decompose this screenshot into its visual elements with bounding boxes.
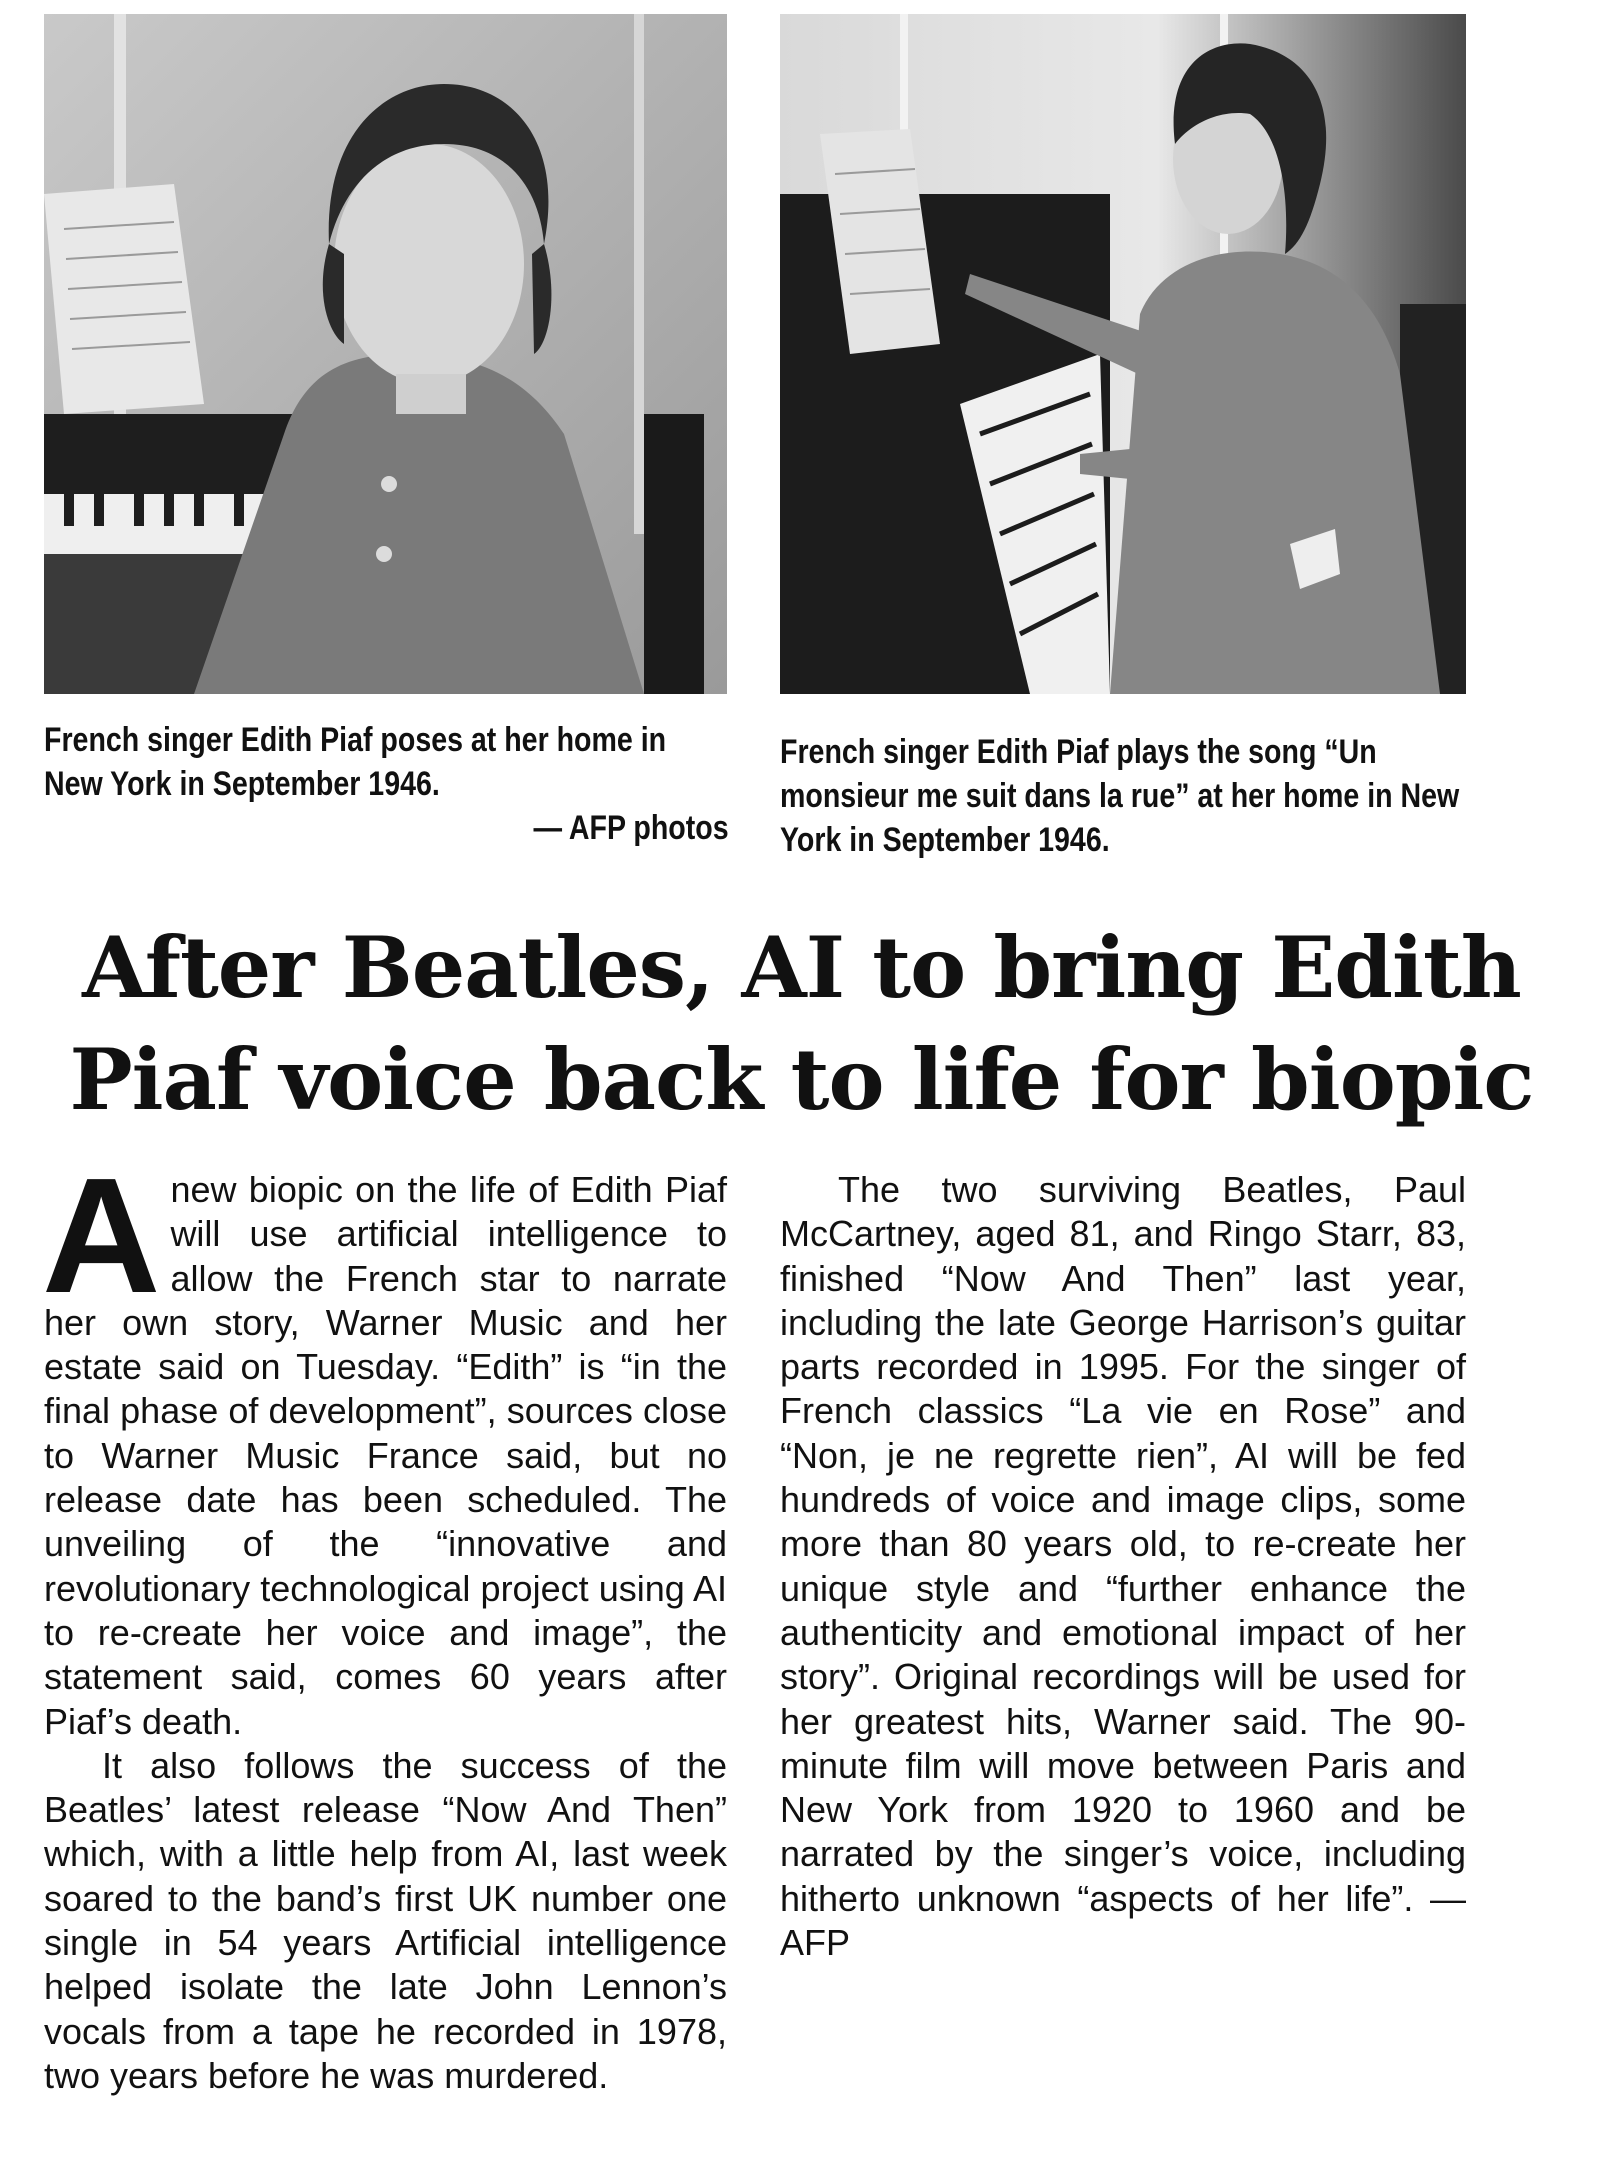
article-paragraph-2: It also follows the success of the Beatles’ latest release “Now And Then” which, with a little help from AI, last week soared to the band’s first UK number one single in 54 years Artificial intelligence helped isolate the late John Lennon’s vocals from a tape he recorded in 1978, two years before he was murdered.	[44, 1744, 727, 2096]
drop-cap: A	[42, 1144, 161, 1327]
photo-caption-left	[44, 718, 729, 850]
article-paragraph-3: The two surviving Beatles, Paul McCartney, aged 81, and Ringo Starr, 83, finished “Now And Then” last year, including the late George Harrison’s guitar parts recorded in 1995. For the singer of French classics “La vie en Rose” and “Non, je ne regrette rien”, AI will be fed hundreds of voice and image clips, some more than 80 years old, to re-create her unique style and “further enhance the authenticity and emotional impact of her story”. Original recordings will be used for her greatest hits, Warner said. The 90-minute film will move between Paris and New York from 1920 to 1960 and be narrated by the singer’s voice, including hitherto unknown “aspects of her life”. — AFP	[780, 1169, 1466, 1964]
photo-caption-right	[780, 730, 1467, 862]
article-column-left	[42, 1144, 727, 2098]
article-column-right	[780, 1168, 1466, 1965]
article-headline: After Beatles, AI to bring Edith Piaf voice back to life for biopic	[69, 918, 1534, 1129]
photo-piaf-playing	[780, 14, 1466, 694]
photo-piaf-posing-image	[44, 14, 727, 694]
article-paragraph-1	[42, 1144, 727, 1744]
photo-piaf-playing-image	[780, 14, 1466, 694]
photo-piaf-posing	[44, 14, 727, 694]
caption-text-right: French singer Edith Piaf plays the song “Un monsieur me suit dans la rue” at her home in New York in September 1946.	[780, 733, 1460, 859]
caption-text-left: French singer Edith Piaf poses at her home in New York in September 1946.	[44, 721, 667, 803]
photo-credit: — AFP photos	[533, 809, 729, 847]
article-paragraph-1-text: new biopic on the life of Edith Piaf will use artificial intelligence to allow the French star to narrate her own story, Warner Music and her estate said on Tuesday. “Edith” is “in the final phase of development”, sources close to Warner Music France said, but no release date has been scheduled. The unveiling of the “innovative and revolutionary technological project using AI to re-create her voice and image”, the statement said, comes 60 years after Piaf’s death.	[44, 1169, 727, 1742]
